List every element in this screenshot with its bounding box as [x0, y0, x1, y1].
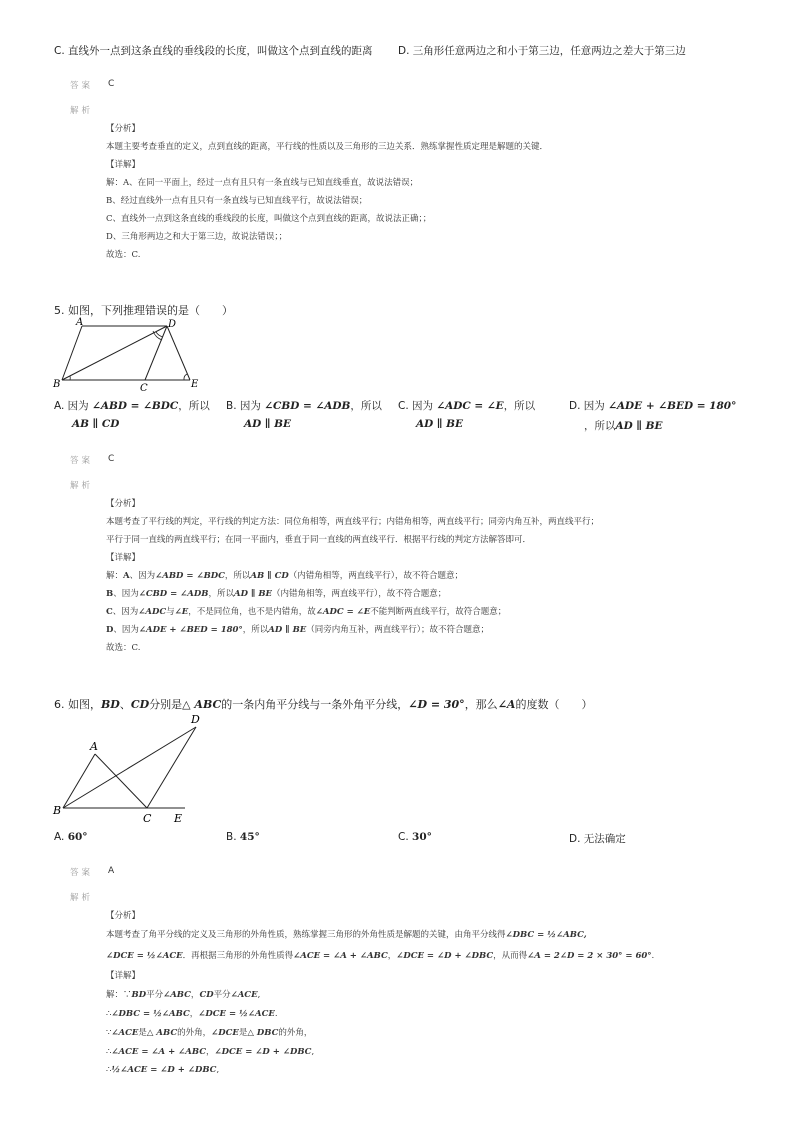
q5-option-b-prefix: B. 因为 — [226, 400, 261, 412]
text-run: 平分 — [213, 990, 231, 1000]
math-run: ½∠ACE = ∠D + ∠DBC — [111, 1065, 217, 1075]
text-run: 的外角， — [177, 1028, 212, 1038]
text-run: 解：∵ — [106, 990, 132, 1000]
text-run: ∵ — [106, 1028, 112, 1038]
q4-fenxi-tag: 【分析】 — [106, 124, 141, 134]
q5-fenxi-line: 平行于同一直线的两直线平行；在同一平面内，垂直于同一直线的两直线平行．根据平行线的判定方法解答即可． — [106, 535, 532, 545]
text-run: 、因为 — [113, 589, 139, 599]
text-run: 本题考查了角平分线的定义及三角形的外角性质，熟练掌握三角形的外角性质是解题的关键，由角平分线得 — [106, 930, 506, 940]
text-run: （同旁内角互补，两直线平行）；故不符合题意； — [306, 625, 490, 635]
q4-answer-label: 答案 — [70, 81, 94, 91]
text-run: , — [257, 990, 261, 1000]
text-run: ，从而得 — [493, 951, 528, 961]
math-run: △ ABC — [182, 698, 222, 711]
text-run: ，不是同位角，也不是内错角，故 — [188, 607, 316, 617]
math-run: ∠DCE = ½∠ACE — [106, 951, 183, 961]
q5-analysis-label: 解析 — [70, 481, 94, 491]
text-run: ，那么 — [464, 698, 498, 711]
math-run: ∠A — [497, 698, 516, 711]
math-run: 60° — [67, 831, 88, 843]
text-run: . — [274, 1009, 278, 1019]
q4-detail-line: B、经过直线外一点有且只有一条直线与已知直线平行，故说法错误； — [106, 196, 368, 206]
text-run: B — [106, 589, 114, 599]
q6-step-1 — [106, 988, 260, 1000]
q5-option-d-prefix: D. 因为 — [569, 400, 605, 412]
math-run: 30° — [412, 831, 432, 843]
text-run: 、因为 — [112, 607, 139, 617]
text-run: ， — [206, 1047, 215, 1057]
text-run: ， — [189, 1009, 199, 1019]
q5-detail-line-d — [106, 623, 489, 635]
q5-fig-label-d: D — [168, 319, 177, 330]
math-run: ∠ABC — [163, 990, 191, 1000]
math-run: ∠ABD = ∠BDC — [155, 571, 225, 581]
q6-option-a — [54, 831, 88, 843]
q6-option-c — [398, 831, 432, 843]
q6-step-3 — [106, 1026, 312, 1038]
math-run: ∠CBD = ∠ADB — [138, 589, 209, 599]
q5-option-a-prefix: A. 因为 — [54, 400, 89, 412]
q4-detail-line: 故选：C. — [106, 250, 141, 260]
q5-option-a-conclusion: AB ∥ CD — [72, 418, 120, 430]
q5-fig-label-a: A — [76, 317, 84, 328]
q6-fig-label-d: D — [191, 713, 200, 726]
text-run: C — [106, 607, 113, 617]
q6-step-2 — [106, 1007, 278, 1019]
q4-detail-line: D、三角形两边之和大于第三边，故说法错误；； — [106, 232, 288, 242]
text-run: 与 — [166, 607, 175, 617]
math-run: ∠DCE — [211, 1028, 239, 1038]
math-run: CD — [130, 698, 150, 711]
q5-option-b-math: ∠CBD = ∠ADB — [264, 400, 351, 412]
math-run: ∠E — [174, 607, 189, 617]
text-run: C. — [398, 831, 409, 843]
math-run: ∠DCE = ∠D + ∠DBC — [214, 1047, 312, 1057]
math-run: AD ∥ BE — [268, 625, 307, 635]
math-run: AD ∥ BE — [233, 589, 273, 599]
q5-option-a-math: ∠ABD = ∠BDC — [92, 400, 179, 412]
q5-option-c-math: ∠ADC = ∠E — [436, 400, 504, 412]
q6-option-b — [226, 831, 260, 843]
math-run: ∠DBC = ½∠ABC — [111, 1009, 190, 1019]
q5-option-b — [226, 398, 382, 413]
q4-detail-line: C、直线外一点到这条直线的垂线段的长度，叫做这个点到直线的距离，故说法正确；； — [106, 214, 432, 224]
q5-answer-value: C — [108, 454, 115, 464]
q6-fig-label-a: A — [90, 740, 98, 753]
q5-option-b-suffix: ，所以 — [350, 400, 382, 412]
q5-fenxi-line: 本题考查了平行线的判定，平行线的判定方法：同位角相等，两直线平行；内错角相等，两直线平行；同旁内角互补，两直线平行； — [106, 517, 600, 527]
math-run: ∠D = 30° — [408, 698, 465, 711]
text-run: A. — [54, 831, 65, 843]
text-run: ，所以 — [224, 571, 251, 581]
q5-option-d-conclusion — [584, 418, 663, 433]
q5-option-d — [569, 398, 736, 413]
q4-answer-value: C — [108, 79, 115, 89]
math-run: ∠A = 2∠D = 2 × 30° = 60° — [527, 951, 652, 961]
q6-fenxi-line-2 — [106, 949, 654, 961]
q6-answer-label: 答案 — [70, 868, 94, 878]
math-run: AB ∥ CD — [250, 571, 289, 581]
q6-fenxi-line-1 — [106, 928, 587, 940]
q4-detail-line: 解：A、在同一平面上，经过一点有且只有一条直线与已知直线垂直，故说法错误； — [106, 178, 419, 188]
q5-detail-line-a — [106, 569, 463, 581]
q5-fig-label-c: C — [140, 383, 148, 392]
text-run: A — [123, 571, 130, 581]
text-run: . — [651, 951, 655, 961]
q6-xiangjie-tag: 【详解】 — [106, 971, 141, 981]
q6-fig-label-c: C — [143, 812, 152, 825]
text-run: （内错角相等，两直线平行），故不符合题意； — [288, 571, 464, 581]
math-run: BD — [131, 990, 147, 1000]
q4-option-c: C. 直线外一点到这条直线的垂线段的长度，叫做这个点到直线的距离 — [54, 45, 373, 57]
text-run: 的一条内角平分线与一条外角平分线， — [221, 698, 409, 711]
text-run: 、因为 — [129, 571, 156, 581]
text-run: ，所以 — [242, 625, 269, 635]
math-run: ∠ACE — [111, 1028, 139, 1038]
math-run: ∠ACE = ∠A + ∠ABC — [293, 951, 388, 961]
q4-option-d: D. 三角形任意两边之和小于第三边，任意两边之差大于第三边 — [398, 45, 686, 57]
text-run: （内错角相等，两直线平行），故不符合题意； — [272, 589, 447, 599]
q5-option-a — [54, 398, 210, 413]
math-run: ∠ACE — [230, 990, 258, 1000]
text-run: 解： — [106, 571, 124, 581]
text-run: ∴ — [106, 1065, 112, 1075]
text-run: ．再根据三角形的外角性质得 — [182, 951, 294, 961]
text-run: , — [311, 1047, 315, 1057]
text-run: 、 — [119, 698, 131, 711]
text-run: 是 — [138, 1028, 147, 1038]
math-run: ∠ACE = ∠A + ∠ABC — [111, 1047, 207, 1057]
text-run: ∴ — [106, 1047, 112, 1057]
text-run: 不能判断两直线平行，故符合题意； — [370, 607, 507, 617]
text-run: 的度数（ ） — [515, 698, 593, 711]
text-run: 6. 如图， — [54, 698, 101, 711]
math-run: ∠DBC = ½∠ABC, — [505, 930, 587, 940]
q6-step-4 — [106, 1045, 314, 1057]
q6-answer-value: A — [108, 866, 115, 876]
text-run: D — [106, 625, 114, 635]
q6-analysis-label: 解析 — [70, 893, 94, 903]
text-run: 分别是 — [149, 698, 183, 711]
q5-detail-line-c — [106, 605, 506, 617]
q5-detail-line-e: 故选：C. — [106, 643, 141, 653]
text-run: B. — [226, 831, 237, 843]
q5-fenxi-tag: 【分析】 — [106, 499, 141, 509]
text-run: ∴ — [106, 1009, 112, 1019]
math-run: CD — [199, 990, 214, 1000]
text-run: , — [216, 1065, 220, 1075]
math-run: △ DBC — [247, 1028, 279, 1038]
q5-option-c-prefix: C. 因为 — [398, 400, 434, 412]
math-run: BD — [101, 698, 120, 711]
math-run: ∠ADE + ∠BED = 180° — [138, 625, 243, 635]
q5-answer-label: 答案 — [70, 456, 94, 466]
math-run: △ ABC — [146, 1028, 178, 1038]
q5-option-d-math2: AD ∥ BE — [615, 420, 663, 432]
q5-option-c-suffix: ，所以 — [503, 400, 536, 412]
q5-option-c-conclusion: AD ∥ BE — [416, 418, 463, 430]
q6-fig-label-b: B — [53, 804, 62, 817]
q6-fig-label-e: E — [174, 812, 183, 825]
q6-fenxi-tag: 【分析】 — [106, 911, 141, 921]
q4-xiangjie-tag: 【详解】 — [106, 160, 141, 170]
math-run: ∠ADC = ∠E — [315, 607, 371, 617]
q5-figure — [50, 316, 210, 392]
math-run: ∠DCE = ∠D + ∠DBC — [396, 951, 494, 961]
q5-option-c — [398, 398, 535, 413]
text-run: 是 — [238, 1028, 248, 1038]
q5-option-d-math: ∠ADE + ∠BED = 180° — [608, 400, 737, 412]
math-run: ∠DCE = ½∠ACE — [198, 1009, 275, 1019]
q5-fig-label-e: E — [191, 379, 199, 390]
text-run: ， — [190, 990, 200, 1000]
text-run: 的外角， — [278, 1028, 313, 1038]
q5-option-a-suffix: ，所以 — [178, 400, 210, 412]
q5-option-d-suffix: ，所以 — [584, 420, 616, 432]
q5-fig-label-b: B — [53, 379, 61, 390]
math-run: ∠ADC — [138, 607, 167, 617]
q4-fenxi-text: 本题主要考查垂直的定义，点到直线的距离，平行线的性质以及三角形的三边关系．熟练掌握性质定理是解题的关键． — [106, 142, 549, 152]
q5-detail-line-b — [106, 587, 446, 599]
q5-stem: 5. 如图，下列推理错误的是（ ） — [54, 304, 233, 317]
q6-option-d: D. 无法确定 — [569, 833, 626, 845]
text-run: ， — [387, 951, 397, 961]
text-run: ，所以 — [208, 589, 234, 599]
q5-option-b-conclusion: AD ∥ BE — [244, 418, 291, 430]
text-run: 平分 — [146, 990, 164, 1000]
q6-figure — [50, 710, 210, 826]
q4-analysis-label: 解析 — [70, 106, 94, 116]
q5-xiangjie-tag: 【详解】 — [106, 553, 141, 563]
math-run: 45° — [239, 831, 260, 843]
text-run: 、因为 — [113, 625, 139, 635]
q6-step-5 — [106, 1065, 219, 1075]
